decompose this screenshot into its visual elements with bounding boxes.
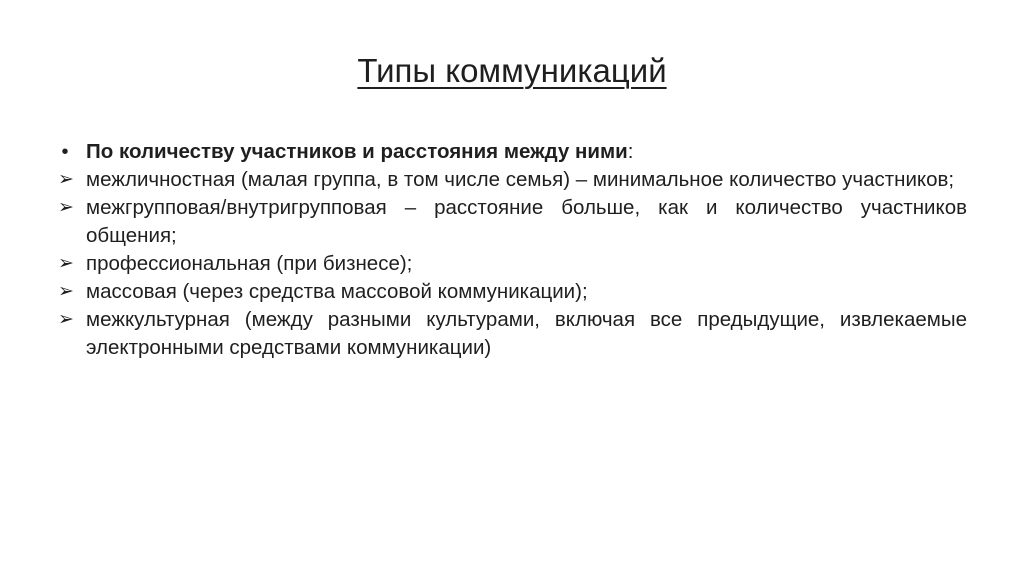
slide-content [56, 138, 967, 362]
heading-text: По количеству участников и расстояния между ними [86, 140, 628, 163]
list-item [56, 278, 967, 306]
arrow-bullet-icon: ➢ [58, 197, 74, 218]
list-item [56, 194, 967, 250]
list-item-text: межличностная (малая группа, в том числе семья) – минимальное количество участников; [86, 168, 955, 191]
list-item [56, 250, 967, 278]
slide-title [0, 48, 1024, 94]
arrow-bullet-icon: ➢ [58, 309, 74, 330]
list-item [56, 166, 967, 194]
heading-suffix: : [627, 140, 634, 163]
arrow-bullet-icon: ➢ [58, 253, 74, 274]
heading-item [56, 138, 967, 166]
list-item-text: массовая (через средства массовой коммуникации); [86, 280, 588, 303]
bullet-dot-icon: • [61, 141, 69, 163]
list-item-text: межкультурная (между разными культурами, включая все предыдущие, извлекаемые электронными средствами коммуникации) [86, 308, 967, 359]
list-item-text: межгрупповая/внутригрупповая – расстояние больше, как и количество участников общения; [86, 196, 967, 247]
list-item-text: профессиональная (при бизнесе); [86, 252, 413, 275]
arrow-bullet-icon: ➢ [58, 169, 74, 190]
list-item [56, 306, 967, 362]
arrow-bullet-icon: ➢ [58, 281, 74, 302]
slide-title-text: Типы коммуникаций [357, 52, 667, 89]
